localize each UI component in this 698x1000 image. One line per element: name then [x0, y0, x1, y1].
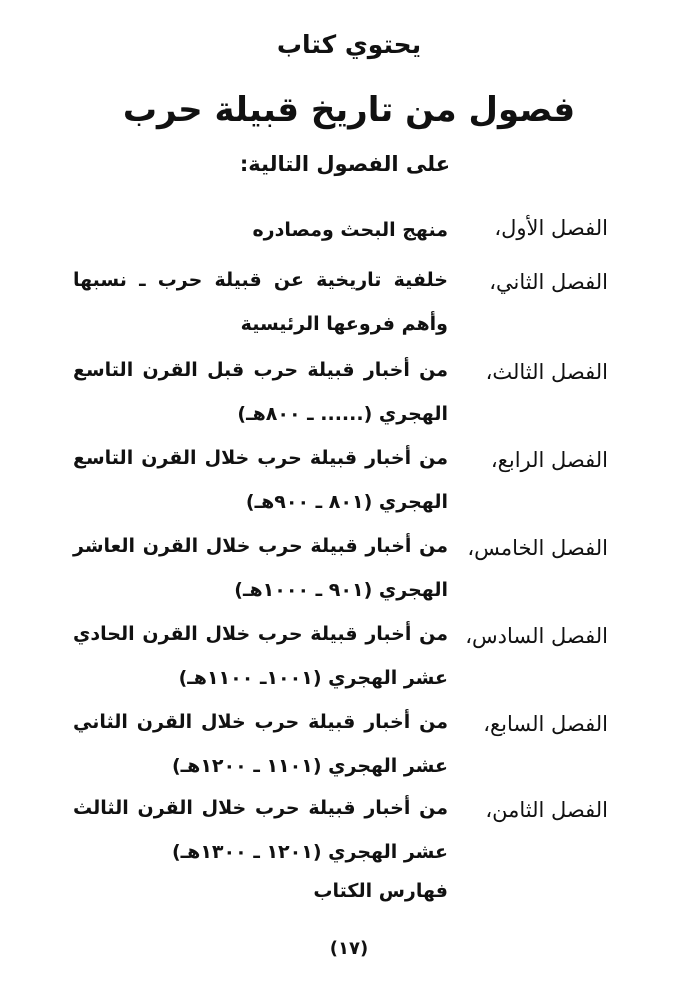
chapter-description: من أخبار قبيلة حرب قبل القرن التاسع الهجري (...... ـ ٨٠٠هـ): [73, 359, 448, 425]
chapter-label: الفصل السادس،: [465, 624, 608, 648]
chapter-label: الفصل السابع،: [483, 712, 608, 736]
chapter-label: الفصل الخامس،: [467, 536, 608, 560]
chapter-label: الفصل الأول،: [494, 216, 608, 240]
intro-line: يحتوي كتاب: [276, 30, 422, 59]
chapter-description: من أخبار قبيلة حرب خلال القرن الثالث عشر الهجري (١٢٠١ ـ ١٣٠٠هـ): [73, 797, 448, 863]
chapter-description: من أخبار قبيلة حرب خلال القرن العاشر الهجري (٩٠١ ـ ١٠٠٠هـ): [73, 535, 448, 601]
chapters-intro: على الفصول التالية:: [239, 152, 451, 176]
chapter-description: من أخبار قبيلة حرب خلال القرن الحادي عشر الهجري (١٠٠١ـ ١١٠٠هـ): [73, 623, 448, 689]
book-index-label: فهارس الكتاب: [313, 880, 448, 902]
chapter-description: من أخبار قبيلة حرب خلال القرن التاسع الهجري (٨٠١ ـ ٩٠٠هـ): [73, 447, 448, 513]
chapter-label: الفصل الثالث،: [485, 360, 608, 384]
chapter-label: الفصل الرابع،: [490, 448, 608, 472]
chapter-description: خلفية تاريخية عن قبيلة حرب ـ نسبها وأهم فروعها الرئيسية: [73, 269, 448, 335]
page-number: (١٧): [329, 938, 369, 959]
chapter-description: منهج البحث ومصادره: [252, 219, 448, 241]
book-title: فصول من تاريخ قبيلة حرب: [122, 90, 576, 130]
chapter-label: الفصل الثامن،: [485, 798, 608, 822]
chapter-label: الفصل الثاني،: [489, 270, 608, 294]
chapter-description: من أخبار قبيلة حرب خلال القرن الثاني عشر الهجري (١١٠١ ـ ١٢٠٠هـ): [73, 711, 448, 777]
